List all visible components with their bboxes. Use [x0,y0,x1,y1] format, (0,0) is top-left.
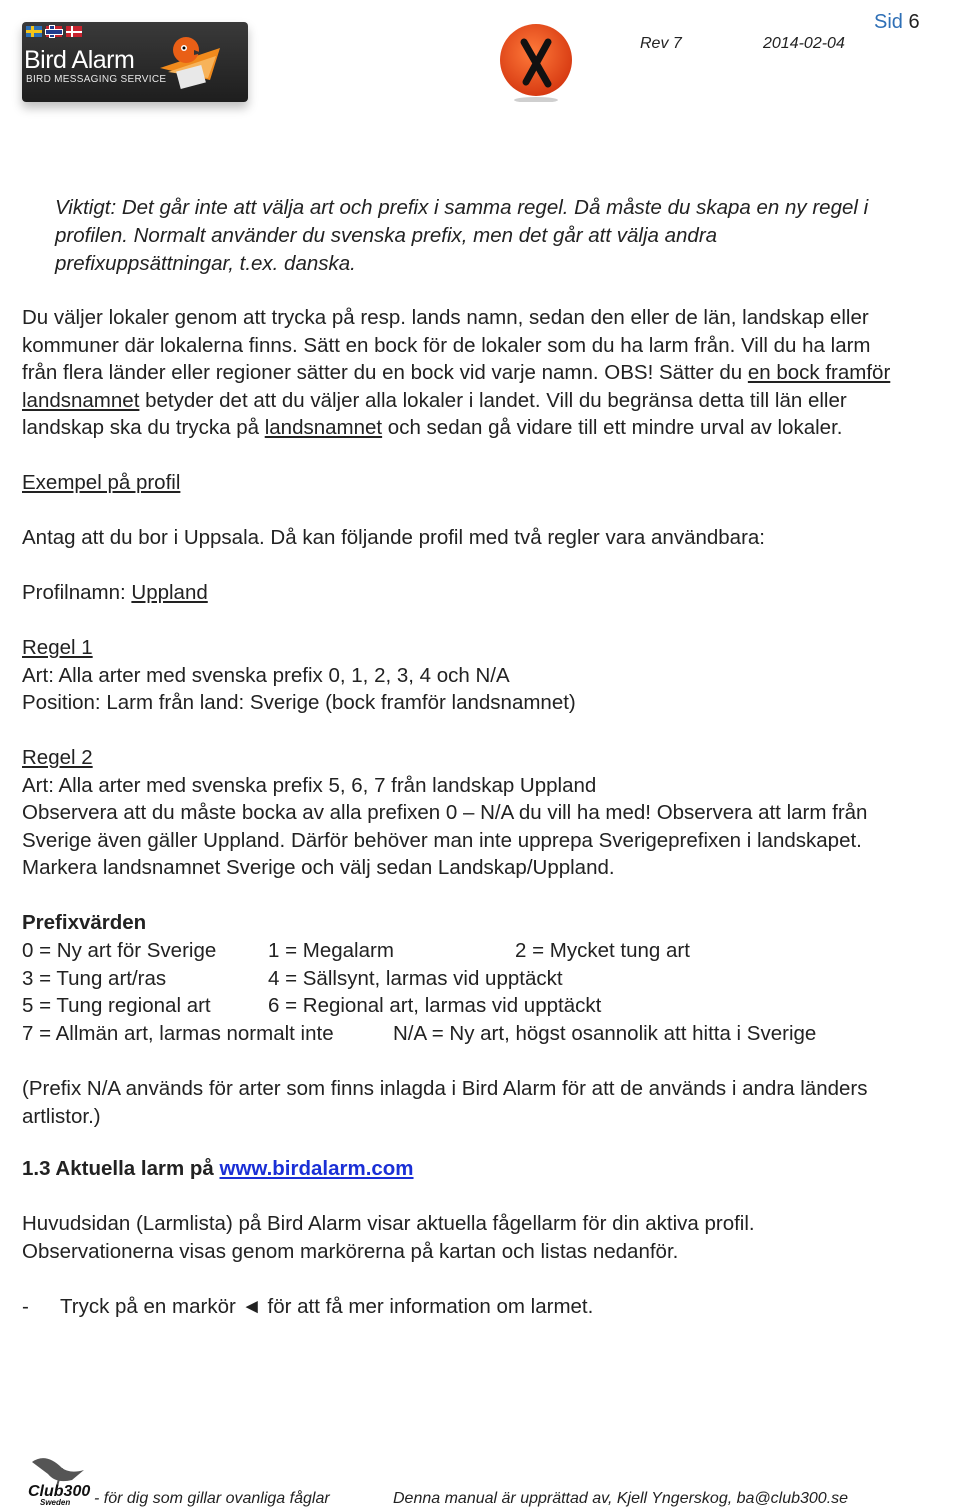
rule-1 [22,634,576,717]
club300-logo-sub: Sweden [40,1498,71,1506]
section-heading [22,1155,414,1183]
prefix-note-line: artlistor.) [22,1104,101,1128]
page-number [874,11,920,34]
club300-logo [26,1450,96,1506]
footer-author: Denna manual är upprättad av, Kjell Yngerskog, ba@club300.se [393,1490,849,1507]
rule-note: Markera landsnamnet Sverige och välj sedan Landskap/Uppland. [22,856,615,879]
prefix-row: 2 = Mycket tung art [515,939,690,962]
para-text: från flera länder eller regioner sätter du en bock vid varje namn. OBS! Sätter du [22,361,748,384]
para-underlined: landsnamnet [264,416,383,439]
rule-position: Position: Larm från land: Sverige (bock framför landsnamnet) [22,691,576,714]
prefix-note-line: (Prefix N/A används för arter som finns inlagda i Bird Alarm för att de används i andra länders [22,1077,868,1100]
example-heading: Exempel på profil [22,471,181,494]
norwegian-flag-icon[interactable] [46,26,62,37]
para-underlined: landsnamnet [22,388,140,412]
intro-line: prefixuppsättningar, t.ex. danska. [55,252,356,275]
prefix-row: 3 = Tung art/ras [22,967,167,990]
prefix-row: 1 = Megalarm [268,939,394,962]
profile-name [22,579,208,607]
bullet-dash: - [22,1295,29,1318]
profile-label: Profilnamn: [22,581,132,604]
rule-2 [22,744,867,882]
prefix-row: 0 = Ny art för Sverige [22,939,217,962]
prefix-row: 5 = Tung regional art [22,994,211,1017]
intro-line: profilen. Normalt använder du svenska prefix, men det går att välja andra [55,224,718,247]
locale-paragraph [22,304,890,442]
section-title: 1.3 Aktuella larm på [22,1157,220,1180]
language-flags[interactable] [26,26,82,37]
section-line: Huvudsidan (Larmlista) på Bird Alarm visar aktuella fågellarm för din aktiva profil. [22,1212,755,1235]
section-paragraph [22,1210,755,1265]
x-mark-icon [498,22,574,102]
rule-note: Observera att du måste bocka av alla prefixen 0 – N/A du vill ha med! Observera att larm från [22,801,868,824]
prefix-note [22,1075,867,1130]
swedish-flag-icon[interactable] [26,26,42,37]
para-line: kommuner där lokalerna finns. Sätt en bock för de lokaler som du ha larm från. Vill du ha larm [22,333,871,357]
rule-art: Art: Alla arter med svenska prefix 5, 6, 7 från landskap Uppland [22,773,597,797]
bullet-item: Tryck på en markör ◄ för att få mer information om larmet. [60,1295,594,1318]
para-line [22,387,890,415]
assume-text: Antag att du bor i Uppsala. Då kan följande profil med två regler vara användbara: [22,526,765,549]
prefix-row: 6 = Regional art, larmas vid upptäckt [268,994,602,1017]
logo-title: Bird Alarm [24,46,135,74]
para-underlined: en bock framför [747,361,891,384]
rule-art: Art: Alla arter med svenska prefix 0, 1, 2, 3, 4 och N/A [22,663,510,687]
bird-mascot-icon [150,28,246,98]
para-text: och sedan gå vidare till ett mindre urval av lokaler. [382,416,843,439]
danish-flag-icon[interactable] [66,26,82,37]
intro-line: Viktigt: Det går inte att välja art och prefix i samma regel. Då måste du skapa en ny regel i [55,196,869,219]
page-label: Sid [874,11,903,33]
club300-logo-text: Club300 [28,1483,91,1500]
prefix-row: 7 = Allmän art, larmas normalt inte [22,1022,334,1045]
para-line: Du väljer lokaler genom att trycka på resp. lands namn, sedan den eller de län, landskap eller [22,306,869,329]
page-number-value: 6 [908,11,920,33]
para-text: landskap ska du trycka på [22,416,265,439]
revision: Rev 7 [640,35,682,52]
rule-title: Regel 2 [22,746,93,769]
profile-value: Uppland [131,581,208,604]
logo-subtitle: BIRD MESSAGING SERVICE [26,74,167,85]
rule-note: Sverige även gäller Uppland. Därför behöver man inte upprepa Sverigeprefixen i landskapet. [22,828,862,852]
revision-date: 2014-02-04 [763,35,845,52]
footer-tagline: - för dig som gillar ovanliga fåglar [94,1490,330,1507]
section-line: Observationerna visas genom markörerna på kartan och listas nedanför. [22,1239,679,1263]
para-line [22,359,890,387]
prefix-row: N/A = Ny art, högst osannolik att hitta i Sverige [393,1022,817,1045]
para-line [22,414,890,442]
intro-note [55,194,868,278]
prefix-row: 4 = Sällsynt, larmas vid upptäckt [268,967,563,990]
rule-title: Regel 1 [22,636,93,659]
prefix-heading: Prefixvärden [22,911,147,934]
para-text: betyder det att du väljer alla lokaler i landet. Vill du begränsa detta till län eller [139,388,847,412]
birdalarm-link[interactable]: www.birdalarm.com [219,1157,414,1180]
